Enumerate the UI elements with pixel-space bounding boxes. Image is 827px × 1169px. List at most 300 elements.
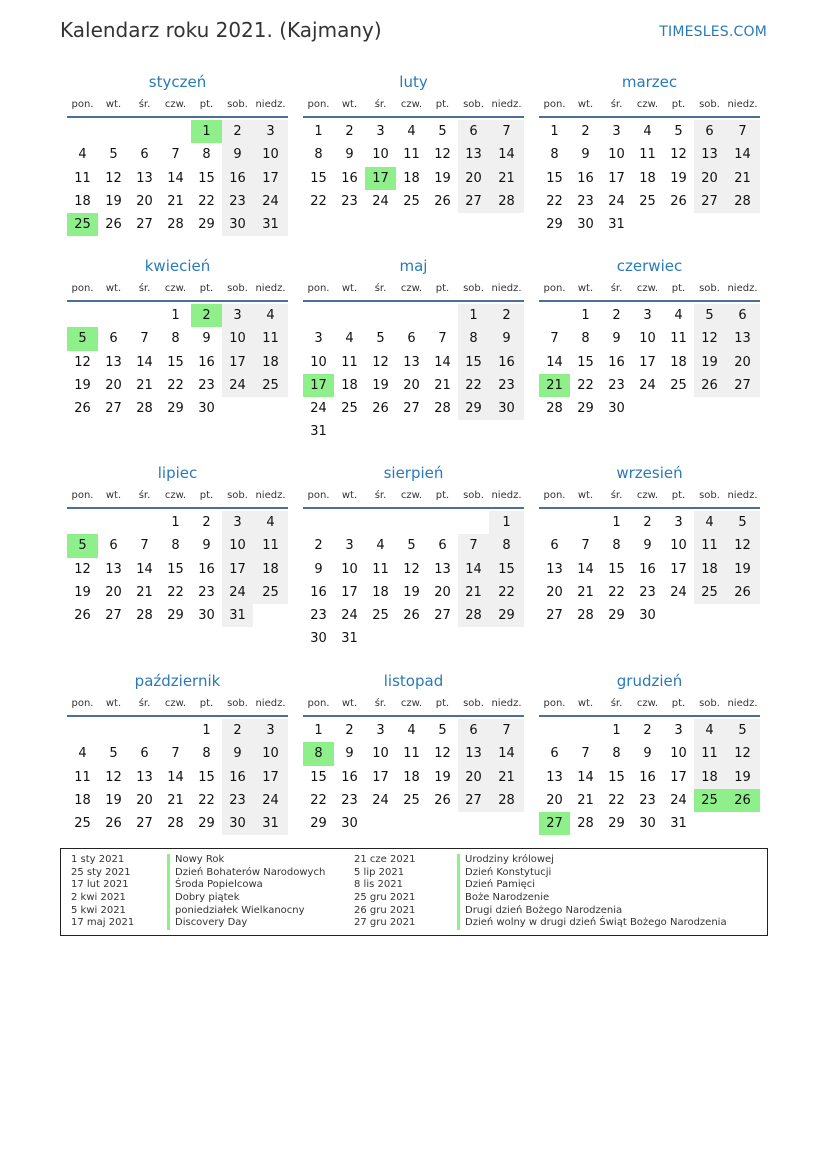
day-cell: 9 (345, 746, 354, 762)
day-cell: 6 (458, 120, 489, 143)
day-cell: 2 (191, 304, 222, 327)
day-cell: 23 (198, 584, 215, 600)
day-cell: 13 (136, 769, 153, 785)
day-cell: 24 (310, 401, 327, 417)
day-cell: 9 (489, 327, 524, 350)
day-grid (539, 304, 760, 420)
page-title: Kalendarz roku 2021. (Kajmany) (60, 18, 382, 42)
day-cell: 12 (105, 769, 122, 785)
month-9 (539, 461, 760, 627)
day-cell: 29 (167, 608, 184, 624)
day-cell: 7 (171, 147, 180, 163)
weekday-label: pon. (307, 283, 330, 294)
day-cell: 22 (546, 193, 563, 209)
day-cell: 18 (74, 792, 91, 808)
day-cell: 22 (310, 792, 327, 808)
weekday-label: śr. (138, 490, 151, 501)
weekday-label: pt. (199, 99, 214, 110)
weekday-label: pon. (543, 698, 566, 709)
day-cell: 16 (222, 167, 253, 190)
day-cell: 3 (376, 124, 385, 139)
day-cell: 3 (253, 719, 288, 742)
empty-cell (98, 719, 129, 742)
weekday-label: niedz. (255, 698, 286, 709)
day-cell: 18 (403, 170, 420, 186)
weekday-label: sob. (463, 99, 484, 110)
legend-date: 27 gru 2021 (354, 917, 416, 929)
weekday-label: sob. (699, 698, 720, 709)
empty-cell (663, 213, 694, 236)
day-cell: 24 (670, 792, 687, 808)
legend-date: 5 kwi 2021 (71, 904, 126, 916)
day-cell: 3 (253, 120, 288, 143)
weekday-label: śr. (374, 490, 387, 501)
month-5 (303, 254, 524, 444)
weekday-label: czw. (636, 283, 659, 294)
weekday-header (303, 693, 524, 717)
day-cell: 7 (550, 331, 559, 347)
day-cell: 2 (222, 719, 253, 742)
day-cell: 2 (581, 124, 590, 139)
empty-cell (427, 812, 458, 835)
empty-cell (570, 719, 601, 742)
day-cell: 4 (407, 723, 416, 738)
day-cell: 24 (608, 193, 625, 209)
weekday-label: sob. (227, 283, 248, 294)
month-12 (539, 669, 760, 835)
day-cell: 14 (489, 143, 524, 166)
day-cell: 31 (310, 424, 327, 440)
day-cell: 4 (674, 308, 683, 323)
day-cell: 25 (403, 792, 420, 808)
weekday-label: śr. (138, 283, 151, 294)
empty-cell (427, 420, 458, 443)
day-cell: 17 (253, 167, 288, 190)
legend-date: 1 sty 2021 (71, 854, 125, 865)
day-cell: 18 (670, 354, 687, 370)
day-grid (303, 120, 524, 213)
day-cell: 9 (222, 143, 253, 166)
day-cell: 14 (577, 769, 594, 785)
day-cell: 19 (74, 584, 91, 600)
weekday-label: sob. (463, 698, 484, 709)
day-cell: 2 (345, 723, 354, 738)
weekday-header (67, 278, 288, 302)
day-cell: 20 (105, 584, 122, 600)
day-cell: 20 (694, 167, 725, 190)
day-cell: 28 (167, 217, 184, 233)
weekday-label: pt. (199, 698, 214, 709)
weekday-label: wt. (105, 698, 122, 709)
day-cell: 30 (222, 812, 253, 835)
day-cell: 10 (670, 746, 687, 762)
day-cell: 12 (372, 354, 389, 370)
day-cell: 7 (581, 538, 590, 554)
day-cell: 10 (372, 746, 389, 762)
day-cell: 11 (670, 331, 687, 347)
day-cell: 22 (198, 193, 215, 209)
day-cell: 7 (171, 746, 180, 762)
weekday-label: śr. (374, 99, 387, 110)
day-cell: 8 (458, 327, 489, 350)
day-grid (67, 719, 288, 835)
day-cell: 21 (577, 792, 594, 808)
day-cell: 24 (253, 789, 288, 812)
day-cell: 17 (365, 167, 396, 190)
day-cell: 19 (694, 351, 725, 374)
legend-date: 5 lip 2021 (354, 866, 405, 878)
day-cell: 29 (198, 816, 215, 832)
day-cell: 29 (167, 401, 184, 417)
day-cell: 11 (74, 769, 91, 785)
weekday-label: pon. (307, 698, 330, 709)
month-10 (67, 669, 288, 835)
day-cell: 14 (167, 170, 184, 186)
day-cell: 5 (376, 331, 385, 347)
day-cell: 25 (341, 401, 358, 417)
day-cell: 6 (438, 538, 447, 554)
weekday-label: pon. (71, 698, 94, 709)
empty-cell (427, 511, 458, 534)
holiday-legend (60, 848, 768, 936)
day-cell: 28 (136, 401, 153, 417)
day-grid (303, 304, 524, 444)
month-1 (67, 70, 288, 236)
day-cell: 18 (639, 170, 656, 186)
month-name: styczeń (148, 73, 207, 91)
day-cell: 2 (222, 120, 253, 143)
legend-dates-right (354, 854, 415, 930)
weekday-label: wt. (577, 283, 594, 294)
day-cell: 20 (546, 584, 563, 600)
empty-cell (725, 812, 760, 835)
day-cell: 28 (489, 190, 524, 213)
day-cell: 16 (489, 351, 524, 374)
weekday-label: pon. (71, 283, 94, 294)
day-cell: 28 (577, 816, 594, 832)
weekday-label: czw. (400, 99, 423, 110)
day-cell: 1 (612, 723, 621, 738)
weekday-label: niedz. (255, 99, 286, 110)
day-cell: 6 (109, 538, 118, 554)
day-cell: 30 (341, 816, 358, 832)
weekday-label: wt. (577, 99, 594, 110)
day-cell: 19 (403, 584, 420, 600)
weekday-label: wt. (105, 490, 122, 501)
empty-cell (396, 304, 427, 327)
day-cell: 11 (341, 354, 358, 370)
empty-cell (253, 604, 288, 627)
day-cell: 8 (314, 147, 323, 163)
day-cell: 20 (136, 193, 153, 209)
weekday-label: pt. (199, 283, 214, 294)
day-cell: 16 (639, 561, 656, 577)
day-cell: 3 (345, 538, 354, 554)
day-cell: 6 (725, 304, 760, 327)
day-cell: 15 (310, 170, 327, 186)
day-cell: 31 (608, 217, 625, 233)
day-cell: 19 (434, 170, 451, 186)
day-cell: 16 (341, 170, 358, 186)
day-cell: 27 (725, 374, 760, 397)
day-cell: 27 (539, 812, 570, 835)
day-cell: 13 (725, 327, 760, 350)
day-cell: 10 (253, 143, 288, 166)
day-cell: 18 (694, 766, 725, 789)
weekday-label: czw. (164, 698, 187, 709)
day-cell: 27 (458, 789, 489, 812)
day-cell: 5 (725, 719, 760, 742)
month-2 (303, 70, 524, 213)
weekday-label: pon. (71, 490, 94, 501)
day-cell: 18 (74, 193, 91, 209)
day-cell: 14 (167, 769, 184, 785)
day-cell: 8 (171, 331, 180, 347)
empty-cell (365, 812, 396, 835)
weekday-label: pt. (435, 490, 450, 501)
day-cell: 6 (140, 746, 149, 762)
weekday-label: sob. (463, 490, 484, 501)
day-cell: 10 (341, 561, 358, 577)
day-cell: 10 (639, 331, 656, 347)
month-name: lipiec (157, 464, 198, 482)
day-cell: 8 (612, 746, 621, 762)
day-cell: 17 (222, 351, 253, 374)
day-cell: 30 (489, 397, 524, 420)
day-cell: 30 (608, 401, 625, 417)
day-cell: 19 (74, 377, 91, 393)
day-cell: 24 (341, 608, 358, 624)
day-cell: 21 (167, 193, 184, 209)
day-cell: 16 (222, 766, 253, 789)
day-cell: 13 (546, 561, 563, 577)
day-cell: 21 (458, 581, 489, 604)
day-cell: 19 (725, 558, 760, 581)
day-cell: 8 (612, 538, 621, 554)
day-cell: 25 (694, 789, 725, 812)
day-cell: 13 (105, 561, 122, 577)
day-cell: 17 (608, 170, 625, 186)
day-cell: 31 (670, 816, 687, 832)
weekday-label: śr. (138, 698, 151, 709)
day-cell: 29 (458, 397, 489, 420)
day-cell: 17 (670, 561, 687, 577)
day-cell: 28 (434, 401, 451, 417)
day-cell: 5 (109, 746, 118, 762)
month-name: sierpień (383, 464, 444, 482)
day-cell: 5 (407, 538, 416, 554)
legend-date: 21 cze 2021 (354, 854, 416, 865)
legend-date: 2 kwi 2021 (71, 892, 126, 904)
day-cell: 11 (74, 170, 91, 186)
day-cell: 2 (345, 124, 354, 139)
day-cell: 29 (577, 401, 594, 417)
empty-cell (632, 397, 663, 420)
day-cell: 7 (438, 331, 447, 347)
legend-date: 25 gru 2021 (354, 892, 416, 904)
weekday-header (67, 485, 288, 509)
day-cell: 14 (136, 354, 153, 370)
day-cell: 22 (489, 581, 524, 604)
day-cell: 23 (341, 792, 358, 808)
weekday-label: niedz. (727, 698, 758, 709)
day-cell: 29 (546, 217, 563, 233)
day-cell: 9 (202, 538, 211, 554)
day-cell: 27 (403, 401, 420, 417)
legend-holiday-name: Dzień wolny w drugi dzień Świąt Bożego Narodzenia (465, 917, 727, 929)
day-cell: 1 (171, 308, 180, 323)
weekday-label: pt. (435, 698, 450, 709)
day-cell: 15 (198, 170, 215, 186)
day-cell: 2 (643, 515, 652, 530)
brand-link[interactable]: TIMESLES.COM (659, 24, 767, 40)
day-cell: 26 (725, 789, 760, 812)
day-cell: 11 (403, 746, 420, 762)
day-cell: 26 (105, 217, 122, 233)
weekday-label: pt. (199, 490, 214, 501)
day-cell: 28 (458, 604, 489, 627)
day-cell: 23 (489, 374, 524, 397)
day-cell: 6 (694, 120, 725, 143)
day-cell: 31 (222, 604, 253, 627)
day-cell: 15 (198, 769, 215, 785)
day-cell: 23 (577, 193, 594, 209)
day-cell: 30 (198, 608, 215, 624)
day-cell: 21 (434, 377, 451, 393)
day-cell: 11 (694, 534, 725, 557)
empty-cell (253, 397, 288, 420)
weekday-label: wt. (341, 490, 358, 501)
day-cell: 13 (136, 170, 153, 186)
weekday-label: pt. (435, 283, 450, 294)
day-cell: 18 (341, 377, 358, 393)
day-cell: 2 (202, 515, 211, 530)
day-cell: 5 (674, 124, 683, 139)
day-cell: 24 (222, 374, 253, 397)
legend-holiday-name: Dzień Konstytucji (465, 866, 552, 878)
day-cell: 19 (725, 766, 760, 789)
month-name: październik (134, 672, 221, 690)
day-cell: 24 (639, 377, 656, 393)
day-cell: 19 (372, 377, 389, 393)
day-cell: 23 (341, 193, 358, 209)
legend-date: 26 gru 2021 (354, 904, 416, 916)
day-cell: 3 (222, 304, 253, 327)
empty-cell (67, 120, 98, 143)
weekday-label: śr. (610, 283, 623, 294)
day-cell: 28 (167, 816, 184, 832)
day-cell: 15 (167, 354, 184, 370)
day-cell: 1 (612, 515, 621, 530)
day-cell: 1 (550, 124, 559, 139)
day-cell: 25 (694, 581, 725, 604)
day-cell: 27 (458, 190, 489, 213)
empty-cell (725, 604, 760, 627)
month-name: marzec (621, 73, 678, 91)
day-cell: 18 (403, 769, 420, 785)
day-cell: 9 (643, 538, 652, 554)
day-cell: 7 (140, 331, 149, 347)
day-cell: 20 (105, 377, 122, 393)
empty-cell (365, 304, 396, 327)
legend-holiday-name: Dzień Pamięci (465, 879, 536, 891)
weekday-label: pon. (71, 99, 94, 110)
day-cell: 9 (643, 746, 652, 762)
weekday-label: czw. (164, 283, 187, 294)
day-cell: 1 (489, 511, 524, 534)
empty-cell (427, 304, 458, 327)
weekday-label: niedz. (727, 490, 758, 501)
weekday-label: pt. (671, 490, 686, 501)
day-cell: 9 (314, 561, 323, 577)
day-cell: 28 (136, 608, 153, 624)
day-cell: 20 (546, 792, 563, 808)
empty-cell (539, 719, 570, 742)
legend-holiday-name: Dzień Bohaterów Narodowych (175, 866, 326, 878)
day-cell: 26 (105, 816, 122, 832)
day-cell: 22 (608, 792, 625, 808)
day-cell: 8 (550, 147, 559, 163)
day-grid (539, 511, 760, 627)
day-cell: 27 (105, 401, 122, 417)
day-cell: 10 (222, 327, 253, 350)
day-cell: 9 (581, 147, 590, 163)
day-cell: 16 (310, 584, 327, 600)
day-cell: 12 (725, 742, 760, 765)
legend-holiday-name: Środa Popielcowa (175, 879, 263, 891)
day-cell: 11 (694, 742, 725, 765)
weekday-label: czw. (400, 283, 423, 294)
day-cell: 12 (694, 327, 725, 350)
day-cell: 16 (639, 769, 656, 785)
month-3 (539, 70, 760, 236)
weekday-label: śr. (610, 698, 623, 709)
day-cell: 2 (489, 304, 524, 327)
day-cell: 22 (577, 377, 594, 393)
day-cell: 16 (198, 354, 215, 370)
day-cell: 3 (376, 723, 385, 738)
day-grid (539, 719, 760, 835)
day-cell: 22 (198, 792, 215, 808)
day-cell: 9 (222, 742, 253, 765)
legend-holiday-name: Boże Narodzenie (465, 892, 550, 904)
day-cell: 13 (458, 143, 489, 166)
weekday-label: pon. (307, 490, 330, 501)
empty-cell (458, 812, 489, 835)
empty-cell (365, 627, 396, 650)
day-cell: 20 (458, 167, 489, 190)
day-cell: 30 (222, 213, 253, 236)
day-cell: 15 (608, 561, 625, 577)
day-cell: 2 (612, 308, 621, 323)
day-cell: 21 (725, 167, 760, 190)
day-cell: 12 (74, 354, 91, 370)
weekday-label: niedz. (727, 283, 758, 294)
empty-cell (365, 511, 396, 534)
day-cell: 18 (253, 558, 288, 581)
weekday-label: pon. (543, 490, 566, 501)
day-cell: 1 (171, 515, 180, 530)
day-cell: 18 (372, 584, 389, 600)
day-cell: 11 (253, 327, 288, 350)
day-cell: 25 (253, 374, 288, 397)
day-cell: 4 (694, 719, 725, 742)
day-cell: 27 (434, 608, 451, 624)
day-cell: 23 (222, 190, 253, 213)
day-cell: 23 (639, 792, 656, 808)
weekday-label: śr. (610, 490, 623, 501)
day-cell: 27 (546, 608, 563, 624)
